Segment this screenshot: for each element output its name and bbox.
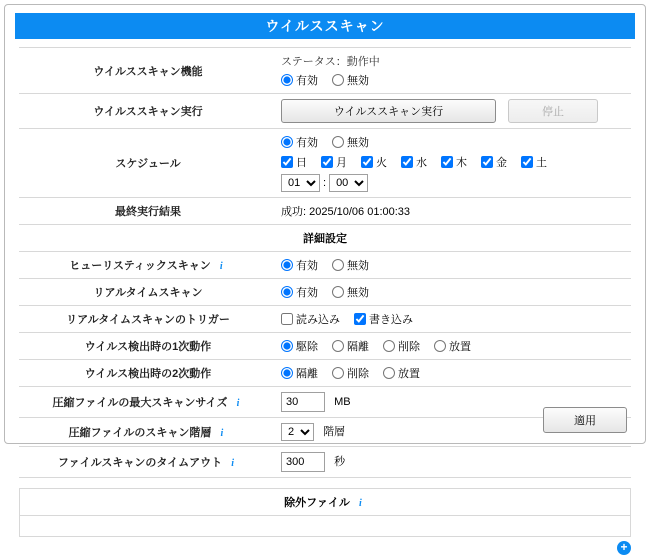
label-action2: ウイルス検出時の2次動作: [19, 360, 277, 387]
radio-input-realtime-enabled[interactable]: [281, 286, 293, 298]
minute-select[interactable]: [329, 174, 368, 192]
checkbox-label-trigger-write: 書き込み: [369, 314, 413, 326]
label-heuristic: [19, 252, 277, 279]
timeout-unit: 秒: [334, 456, 346, 468]
checkbox-weekday-fri[interactable]: [481, 154, 507, 170]
checkbox-label-weekday-sat: 土: [536, 157, 547, 169]
radio-label-action2-quarantine: 隔離: [296, 368, 318, 380]
label-timeout: [19, 447, 277, 478]
max-size-unit: MB: [334, 396, 351, 408]
execute-buttons: [281, 99, 627, 123]
radio-input-action2-ignore[interactable]: [383, 367, 395, 379]
radio-label-function-enabled: 有効: [296, 75, 318, 87]
radio-label-schedule-enabled: 有効: [296, 137, 318, 149]
radio-input-schedule-enabled[interactable]: [281, 136, 293, 148]
table-row-function: [19, 48, 631, 94]
time-separator: :: [323, 177, 327, 189]
table-row-detail-header: [19, 225, 631, 252]
checkbox-label-trigger-read: 読み込み: [296, 314, 340, 326]
radio-label-action1-clean: 駆除: [296, 341, 318, 353]
checkbox-input-weekday-sun[interactable]: [281, 156, 293, 168]
checkbox-label-weekday-tue: 火: [376, 157, 387, 169]
heuristic-radio-group: [281, 257, 627, 273]
table-row-max-size: [19, 387, 631, 418]
radio-action1-ignore[interactable]: [434, 338, 471, 354]
checkbox-weekday-mon[interactable]: [321, 154, 347, 170]
exclusion-files-list[interactable]: [20, 516, 630, 536]
main-content: [19, 47, 631, 478]
radio-input-action1-quarantine[interactable]: [332, 340, 344, 352]
checkbox-weekday-wed[interactable]: [401, 154, 427, 170]
info-icon-max-size[interactable]: i: [236, 397, 240, 409]
label-trigger: リアルタイムスキャンのトリガー: [19, 306, 277, 333]
hour-select[interactable]: [281, 174, 320, 192]
radio-schedule-enabled[interactable]: [281, 134, 318, 150]
radio-heuristic-enabled[interactable]: [281, 257, 318, 273]
trigger-checkbox-group: [281, 311, 627, 327]
stop-scan-button[interactable]: 停止: [508, 99, 598, 123]
radio-action2-quarantine[interactable]: [281, 365, 318, 381]
radio-input-function-enabled[interactable]: [281, 74, 293, 86]
label-schedule: スケジュール: [19, 129, 277, 198]
radio-input-heuristic-enabled[interactable]: [281, 259, 293, 271]
checkbox-input-weekday-thu[interactable]: [441, 156, 453, 168]
footer-actions: [543, 407, 627, 433]
exclusion-add-row: [19, 541, 631, 555]
timeout-input[interactable]: [281, 452, 325, 472]
apply-button[interactable]: 適用: [543, 407, 627, 433]
checkbox-label-weekday-thu: 木: [456, 157, 467, 169]
checkbox-input-weekday-wed[interactable]: [401, 156, 413, 168]
checkbox-label-weekday-wed: 水: [416, 157, 427, 169]
table-row-depth: [19, 418, 631, 447]
radio-input-schedule-disabled[interactable]: [332, 136, 344, 148]
checkbox-input-trigger-write[interactable]: [354, 313, 366, 325]
label-depth: [19, 418, 277, 447]
radio-action1-quarantine[interactable]: [332, 338, 369, 354]
radio-label-action1-delete: 削除: [398, 341, 420, 353]
radio-input-function-disabled[interactable]: [332, 74, 344, 86]
radio-label-heuristic-enabled: 有効: [296, 260, 318, 272]
table-row-realtime: [19, 279, 631, 306]
radio-action1-clean[interactable]: [281, 338, 318, 354]
radio-input-action1-ignore[interactable]: [434, 340, 446, 352]
table-row-action1: [19, 333, 631, 360]
radio-input-action2-delete[interactable]: [332, 367, 344, 379]
table-row-heuristic: [19, 252, 631, 279]
radio-input-action1-delete[interactable]: [383, 340, 395, 352]
radio-action2-ignore[interactable]: [383, 365, 420, 381]
radio-function-enabled[interactable]: [281, 72, 318, 88]
radio-action2-delete[interactable]: [332, 365, 369, 381]
radio-input-action1-clean[interactable]: [281, 340, 293, 352]
max-size-input[interactable]: [281, 392, 325, 412]
table-row-action2: [19, 360, 631, 387]
run-scan-button[interactable]: ウイルススキャン実行: [281, 99, 496, 123]
checkbox-weekday-sun[interactable]: [281, 154, 307, 170]
label-realtime: リアルタイムスキャン: [19, 279, 277, 306]
label-timeout-text: ファイルスキャンのタイムアウト: [57, 457, 223, 469]
label-execute: ウイルススキャン実行: [19, 94, 277, 129]
checkbox-input-weekday-mon[interactable]: [321, 156, 333, 168]
info-icon-timeout[interactable]: i: [231, 457, 234, 469]
checkbox-label-weekday-fri: 金: [496, 157, 507, 169]
radio-label-realtime-disabled: 無効: [347, 287, 369, 299]
radio-function-disabled[interactable]: [332, 72, 369, 88]
settings-table: [19, 47, 631, 478]
table-row-timeout: [19, 447, 631, 478]
checkbox-weekday-sat[interactable]: [521, 154, 547, 170]
radio-schedule-disabled[interactable]: [332, 134, 369, 150]
checkbox-trigger-write[interactable]: [354, 311, 413, 327]
realtime-radio-group: [281, 284, 627, 300]
detail-section-header: 詳細設定: [19, 225, 631, 252]
radio-heuristic-disabled[interactable]: [332, 257, 369, 273]
depth-unit: 階層: [323, 426, 346, 438]
checkbox-trigger-read[interactable]: [281, 311, 340, 327]
table-row-last-result: [19, 198, 631, 225]
radio-realtime-enabled[interactable]: [281, 284, 318, 300]
table-row-execute: [19, 94, 631, 129]
radio-label-action2-ignore: 放置: [398, 368, 420, 380]
radio-label-function-disabled: 無効: [347, 75, 369, 87]
radio-realtime-disabled[interactable]: [332, 284, 369, 300]
radio-label-action2-delete: 削除: [347, 368, 369, 380]
radio-label-realtime-enabled: 有効: [296, 287, 318, 299]
table-row-schedule: [19, 129, 631, 198]
radio-action1-delete[interactable]: [383, 338, 420, 354]
table-row-trigger: [19, 306, 631, 333]
label-action1: ウイルス検出時の1次動作: [19, 333, 277, 360]
checkbox-label-weekday-sun: 日: [296, 157, 307, 169]
checkbox-weekday-thu[interactable]: [441, 154, 467, 170]
exclusion-files-header: [20, 489, 630, 516]
virus-scan-window: [4, 4, 646, 554]
action1-radio-group: [281, 338, 627, 354]
info-icon-exclusions[interactable]: i: [359, 497, 362, 509]
label-last-result: 最終実行結果: [19, 198, 277, 225]
weekday-checkbox-group: [281, 154, 627, 170]
radio-input-heuristic-disabled[interactable]: [332, 259, 344, 271]
window-title-bar: [15, 13, 635, 39]
radio-input-realtime-disabled[interactable]: [332, 286, 344, 298]
label-heuristic-text: ヒューリスティックスキャン: [69, 260, 211, 272]
label-max-size: [19, 387, 277, 418]
radio-label-action1-ignore: 放置: [449, 341, 471, 353]
radio-label-action1-quarantine: 隔離: [347, 341, 369, 353]
info-icon-depth[interactable]: i: [220, 427, 224, 439]
schedule-time-row: [281, 174, 627, 192]
checkbox-input-weekday-fri[interactable]: [481, 156, 493, 168]
checkbox-label-weekday-mon: 月: [336, 157, 347, 169]
page-title: ウイルススキャン: [265, 18, 385, 34]
function-radio-group: [281, 72, 627, 88]
add-icon[interactable]: +: [617, 541, 631, 555]
checkbox-input-trigger-read[interactable]: [281, 313, 293, 325]
radio-label-schedule-disabled: 無効: [347, 137, 369, 149]
depth-select[interactable]: [281, 423, 314, 441]
checkbox-weekday-tue[interactable]: [361, 154, 387, 170]
radio-label-heuristic-disabled: 無効: [347, 260, 369, 272]
label-max-size-text: 圧縮ファイルの最大スキャンサイズ: [52, 397, 228, 409]
last-result-value: 成功: 2025/10/06 01:00:33: [281, 206, 411, 218]
radio-input-action2-quarantine[interactable]: [281, 367, 293, 379]
exclusion-files-panel: [19, 488, 631, 537]
info-icon-heuristic[interactable]: i: [219, 260, 223, 272]
schedule-radio-group: [281, 134, 627, 150]
exclusion-files-title: 除外ファイル: [284, 497, 350, 509]
checkbox-input-weekday-sat[interactable]: [521, 156, 533, 168]
label-function: ウイルススキャン機能: [19, 48, 277, 94]
scan-status-text: ステータス：動作中: [281, 56, 380, 68]
checkbox-input-weekday-tue[interactable]: [361, 156, 373, 168]
action2-radio-group: [281, 365, 627, 381]
label-depth-text: 圧縮ファイルのスキャン階層: [68, 427, 212, 439]
